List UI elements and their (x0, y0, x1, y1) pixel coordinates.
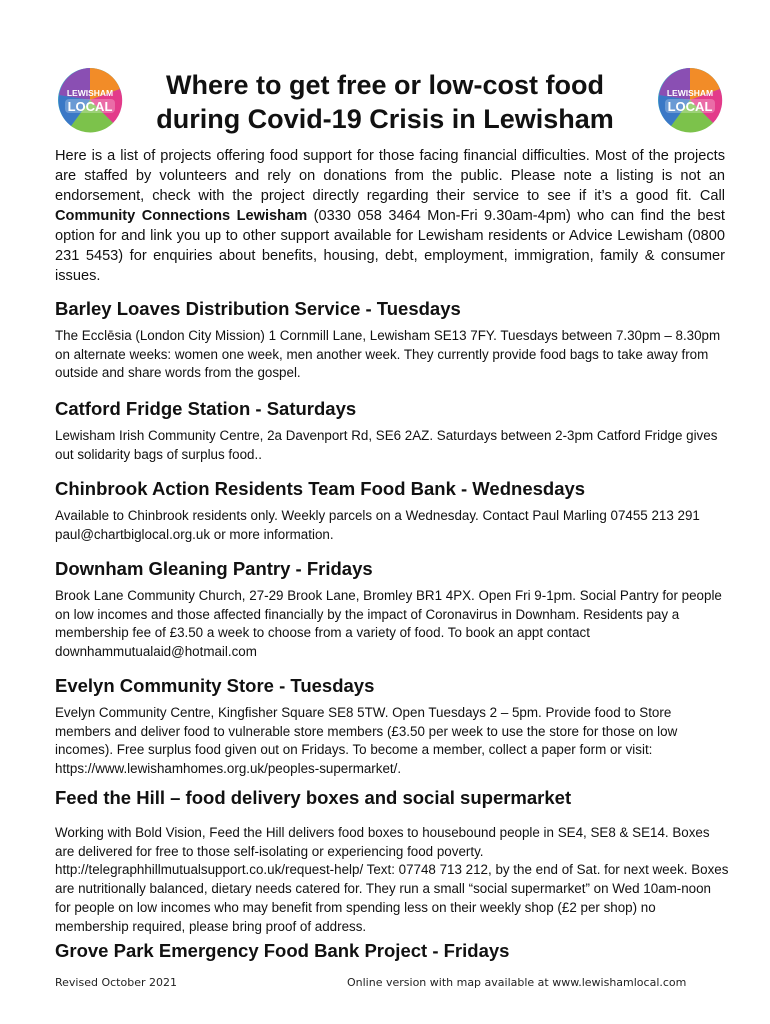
section-catford-fridge (55, 397, 730, 464)
section-heading: Grove Park Emergency Food Bank Project - Fridays (55, 940, 510, 961)
section-downham (55, 557, 730, 662)
section-body: The Ecclēsia (London City Mission) 1 Cornmill Lane, Lewisham SE13 7FY. Tuesdays between 7.30pm – 8.30pm on alternate weeks: women one week, men another week. They currently provide food bags to take away from outside and share words from the gospel. (55, 328, 721, 381)
svg-text:LOCAL: LOCAL (67, 99, 113, 114)
title-line-2: during Covid-19 Crisis in Lewisham (156, 104, 614, 134)
section-evelyn (55, 674, 730, 779)
section-grove-park (55, 939, 730, 963)
section-heading: Downham Gleaning Pantry - Fridays (55, 558, 373, 579)
lewisham-local-logo (57, 67, 123, 133)
section-heading: Feed the Hill – food delivery boxes and social supermarket (55, 787, 572, 808)
intro-paragraph (55, 146, 725, 286)
intro-text-continued: (0330 058 3464 Mon-Fri 9.30am-4pm) who can find the best option for and link you up to other support available for Lewisham residents or Advice Lewisham (0800 231 5453) for enquiries about benefits, housing, debt, employment, immigration, family & consumer issues. (55, 208, 725, 284)
section-body: Evelyn Community Centre, Kingfisher Square SE8 5TW. Open Tuesdays 2 – 5pm. Provide food to Store members and deliver food to vulnerable store members (£3.50 per week to use the store for those on low incomes). Free surplus food given out on Fridays. To become a member, collect a paper form or visit: https://www.lewishamhomes.org.uk/peoples-supermarket/. (55, 705, 678, 777)
section-heading: Evelyn Community Store - Tuesdays (55, 675, 375, 696)
svg-text:LOCAL: LOCAL (667, 99, 713, 114)
svg-text:LEWISHAM: LEWISHAM (666, 88, 714, 98)
section-heading: Chinbrook Action Residents Team Food Bank - Wednesdays (55, 478, 586, 499)
section-heading: Catford Fridge Station - Saturdays (55, 398, 357, 419)
section-feed-the-hill (55, 786, 730, 936)
lewisham-local-logo (657, 67, 723, 133)
section-barley-loaves (55, 297, 730, 383)
footer-online-note: Online version with map available at www.lewishamlocal.com (347, 976, 687, 989)
footer-revised-date: Revised October 2021 (55, 976, 177, 989)
intro-highlight: Community Connections Lewisham (55, 208, 308, 224)
intro-text: Here is a list of projects offering food support for those facing financial difficulties. Most of the projects are staffed by volunteers and rely on donations from the public. Please note a listing is not an endorsement, check with the project directly regarding their service to see if it’s a good fit. Call (55, 148, 725, 204)
page-title (120, 68, 650, 136)
title-line-1: Where to get free or low-cost food (165, 70, 604, 100)
section-chinbrook (55, 477, 730, 544)
svg-text:LEWISHAM: LEWISHAM (66, 88, 114, 98)
section-body: Working with Bold Vision, Feed the Hill delivers food boxes to housebound people in SE4, SE8 & SE14. Boxes are delivered for free to those self-isolating or experiencing food poverty. http://telegraphhillmutualsupport.co.uk/request-help/ Text: 07748 713 212, by the end of Sat. for next week. Boxes are nutritionally balanced, dietary needs catered for. They run a small “social supermarket” on Wed 10am-noon for people on low incomes who may benefit from spending less on their weekly shop (£2 per shop) no membership required, please bring proof of address. (55, 825, 729, 934)
section-heading: Barley Loaves Distribution Service - Tuesdays (55, 298, 461, 319)
section-body: Available to Chinbrook residents only. Weekly parcels on a Wednesday. Contact Paul Marling 07455 213 291 paul@chartbiglocal.org.uk or more information. (55, 508, 700, 542)
section-body: Brook Lane Community Church, 27-29 Brook Lane, Bromley BR1 4PX. Open Fri 9-1pm. Social Pantry for people on low incomes and those affected financially by the impact of Coronavirus in Downham. Residents pay a membership fee of £3.50 a week to choose from a variety of food. To book an appt contact downhammutualaid@hotmail.com (55, 588, 722, 660)
section-body: Lewisham Irish Community Centre, 2a Davenport Rd, SE6 2AZ. Saturdays between 2-3pm Catford Fridge gives out solidarity bags of surplus food.. (55, 428, 718, 462)
